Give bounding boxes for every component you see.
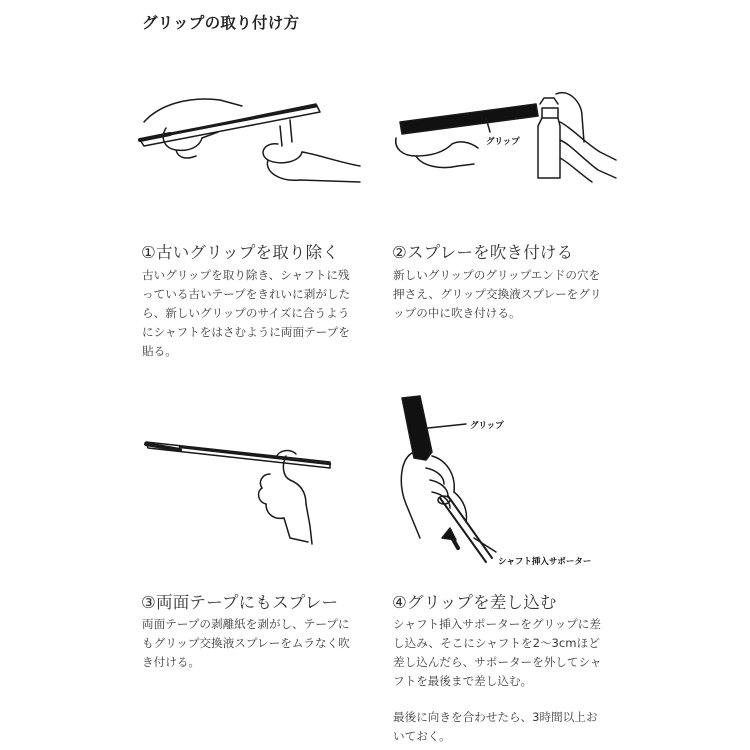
illustration-spray-tape [140, 430, 350, 550]
step-3-body [142, 615, 350, 672]
step-2-line: 新しいグリップのグリップエンドの穴を [393, 268, 601, 282]
step-1-line: 古いグリップを取り除き、シャフトに残 [142, 268, 350, 282]
supporter-label: シャフト挿入サポーター [498, 557, 592, 567]
illustration-spray-grip [388, 82, 618, 192]
step-3-line: もグリップ交換液スプレーをムラなく吹 [142, 636, 350, 650]
step-4-line: フトを最後まで差し込む。 [393, 674, 533, 688]
step-4-note-line: 最後に向きを合わせたら、3時間以上お [393, 710, 598, 724]
step-2-body [393, 266, 601, 323]
step-1-line: にシャフトをはさむように両面テープを [142, 325, 350, 339]
step-1-body [142, 266, 350, 361]
step-3-line: き付ける。 [142, 655, 200, 669]
page-title: グリップの取り付け方 [142, 14, 300, 32]
step-4-body [393, 615, 601, 746]
step-1-title: ①古いグリップを取り除く [141, 243, 340, 262]
step-4-line: し込み、そこにシャフトを2〜3cmほど [393, 636, 600, 650]
step-4-line: シャフト挿入サポーターをグリップに差 [393, 617, 601, 631]
step-4-line: 差し込んだら、サポーターを外してシャ [393, 655, 602, 669]
step-3-line: 両面テープの剥離紙を剥がし、テープに [142, 617, 350, 631]
step-2-line: 押さえ、グリップ交換液スプレーをグリ [393, 287, 602, 301]
step-4-note-line: いておく。 [393, 729, 451, 743]
step-2-line: ップの中に吹き付ける。 [393, 306, 521, 320]
step-4-title: ④グリップを差し込む [392, 593, 557, 612]
step-2-title: ②スプレーを吹き付ける [392, 243, 574, 262]
grip-label: グリップ [470, 421, 504, 431]
step-3-title: ③両面テープにもスプレー [141, 593, 339, 612]
step-1-line: 貼る。 [142, 344, 177, 358]
grip-label: グリップ [486, 137, 520, 147]
paragraph-gap [393, 691, 601, 708]
step-1-line: ら、新しいグリップのサイズに合うよう [142, 306, 350, 320]
step-1-line: っている古いテープをきれいに剥がした [142, 287, 351, 301]
illustration-remove-grip [130, 82, 370, 192]
illustration-insert-grip [392, 388, 622, 576]
